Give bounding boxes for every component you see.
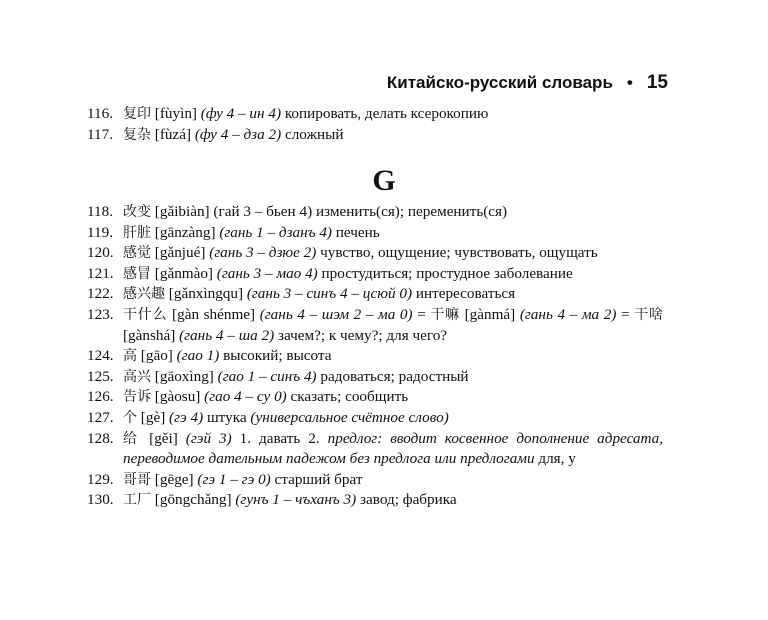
entry-definition: сказать; сообщить (290, 388, 409, 406)
entry-number: 122. (87, 285, 114, 303)
entry-transcription: (гунъ 1 – чъханъ 3) (235, 491, 357, 509)
entry-number: 128. (87, 429, 114, 447)
entry-definition: радоваться; радостный (320, 367, 469, 385)
entry-transcription: (гао 1) (176, 347, 220, 365)
entry-pinyin: [gōngchǎng] (154, 491, 232, 509)
dictionary-entry (87, 202, 663, 223)
entry-definition: старший брат (274, 470, 363, 488)
entry-note: предлог: вводит косвенное дополнение адресата, переводимое дательным падежом без предлога или предлогами (123, 429, 664, 468)
entry-note: (универсальное счётное слово) (250, 408, 449, 426)
entry-hanzi: 工厂 (123, 492, 151, 509)
dictionary-entry (87, 367, 663, 388)
dictionary-entry (87, 125, 663, 146)
entry-pinyin: [gè] (140, 408, 166, 426)
entry-pinyin: [gāoxìng] (154, 367, 214, 385)
entry-pinyin: [gěi] (149, 429, 178, 447)
dictionary-entry (87, 104, 663, 125)
entry-hanzi: 给 (123, 430, 142, 447)
entry-number: 126. (87, 388, 114, 406)
dictionary-entry (87, 346, 663, 367)
entry-transcription: (гэ 1 – гэ 0) (197, 470, 271, 488)
entry-number: 116. (87, 105, 114, 122)
entry-hanzi: 感兴趣 (123, 286, 165, 303)
entry-hanzi-variant: 干嘛 (430, 306, 460, 323)
entry-pinyin: [fùzá] (154, 125, 192, 143)
entry-hanzi: 肝脏 (123, 224, 151, 241)
entry-pinyin-variant: [gànshá] (123, 326, 176, 344)
entry-definition-tail: для, у (538, 450, 576, 468)
entry-definition: зачем?; к чему?; для чего? (278, 326, 448, 344)
entry-definition: интересоваться (415, 285, 516, 303)
entry-number: 127. (87, 408, 114, 426)
entry-hanzi: 感冒 (123, 265, 151, 282)
entry-pinyin: [gàn shénme] (172, 305, 256, 323)
entry-transcription: (гань 3 – мао 4) (216, 264, 318, 282)
entry-hanzi: 复杂 (123, 126, 151, 143)
entry-number: 120. (87, 244, 114, 262)
entry-number: 123. (87, 305, 114, 323)
dictionary-entry (87, 305, 663, 346)
entry-definition: чувство, ощущение; чувствовать, ощущать (320, 244, 598, 262)
entries-block-f (87, 104, 663, 145)
entry-definition: высокий; высота (223, 347, 332, 365)
dictionary-entry (87, 243, 663, 264)
entry-hanzi: 高兴 (123, 368, 151, 385)
entry-hanzi: 复印 (123, 106, 151, 122)
entry-hanzi: 干什么 (123, 306, 168, 323)
entry-transcription-variant: (гань 4 – ма 2) (519, 305, 617, 323)
entry-transcription: (гао 4 – су 0) (204, 388, 287, 406)
running-head (387, 72, 668, 94)
page-number: 15 (646, 72, 668, 93)
entry-number: 117. (87, 125, 114, 143)
entry-definition: простудиться; простудное заболевание (321, 264, 573, 282)
entry-transcription: (гэй 3) (185, 429, 232, 447)
entry-pinyin-variant: [gànmá] (464, 305, 516, 323)
entry-number: 124. (87, 347, 114, 365)
entry-pinyin: [gàosu] (154, 388, 201, 406)
entry-pinyin: [gēge] (154, 470, 194, 488)
entry-transcription: (гэ 4) (169, 408, 204, 426)
section-letter: G (372, 164, 396, 197)
entry-number: 121. (87, 264, 114, 282)
entry-pinyin: [gānzàng] (154, 223, 216, 241)
dictionary-entry (87, 284, 663, 305)
entry-transcription-variant: (гань 4 – ша 2) (179, 326, 275, 344)
entry-transcription: (гай 3 – бьен 4) (213, 203, 313, 220)
entry-hanzi-variant: 干啥 (634, 306, 664, 323)
running-head-bullet: • (626, 73, 633, 92)
dictionary-entry (87, 387, 663, 408)
entry-transcription: (гань 1 – дзанъ 4) (219, 223, 332, 241)
entry-definition: завод; фабрика (360, 491, 457, 509)
dictionary-entry (87, 490, 663, 511)
entry-hanzi: 感觉 (123, 245, 151, 262)
dictionary-entry (87, 264, 663, 285)
entry-hanzi: 哥哥 (123, 471, 151, 488)
entry-definition: 1. давать 2. (239, 429, 320, 447)
entry-number: 125. (87, 367, 114, 385)
entry-pinyin: [gāo] (140, 347, 173, 365)
entry-definition: копировать, делать ксерокопию (284, 105, 489, 122)
entry-hanzi: 改变 (123, 204, 151, 220)
entry-number: 119. (87, 223, 114, 241)
entry-definition: штука (206, 408, 247, 426)
entry-number: 118. (87, 203, 114, 220)
entry-transcription: (гань 4 – шэм 2 – ма 0) (259, 305, 413, 323)
entry-number: 129. (87, 470, 114, 488)
entry-pinyin: [gǎnmào] (154, 264, 213, 282)
dictionary-entry (87, 429, 663, 470)
entry-transcription: (гань 3 – синъ 4 – цсюй 0) (246, 285, 413, 303)
entry-definition: печень (335, 223, 380, 241)
entry-pinyin: [gǎnxìngqu] (168, 285, 244, 303)
entry-transcription: (фу 4 – ин 4) (200, 105, 282, 122)
entry-hanzi: 个 (123, 409, 137, 426)
entry-transcription: (гао 1 – синъ 4) (217, 367, 317, 385)
entry-hanzi: 告诉 (123, 389, 151, 406)
dictionary-entry (87, 408, 663, 429)
entry-pinyin: [gǎnjué] (154, 244, 206, 262)
entry-transcription: (фу 4 – дза 2) (194, 125, 282, 143)
entry-pinyin: [gǎibiàn] (154, 203, 210, 220)
dictionary-entry (87, 470, 663, 491)
entry-equals: = (621, 305, 630, 323)
dictionary-entry (87, 223, 663, 244)
entry-transcription: (гань 3 – дзюе 2) (209, 244, 317, 262)
entry-pinyin: [fùyìn] (154, 105, 197, 122)
entry-equals: = (417, 305, 426, 323)
entries-block-g (87, 202, 663, 511)
entry-hanzi: 高 (123, 348, 137, 365)
entry-number: 130. (87, 491, 114, 509)
running-head-title: Китайско-русский словарь (386, 73, 613, 92)
entry-definition: изменить(ся); переменить(ся) (315, 203, 508, 220)
entry-definition: сложный (284, 125, 344, 143)
